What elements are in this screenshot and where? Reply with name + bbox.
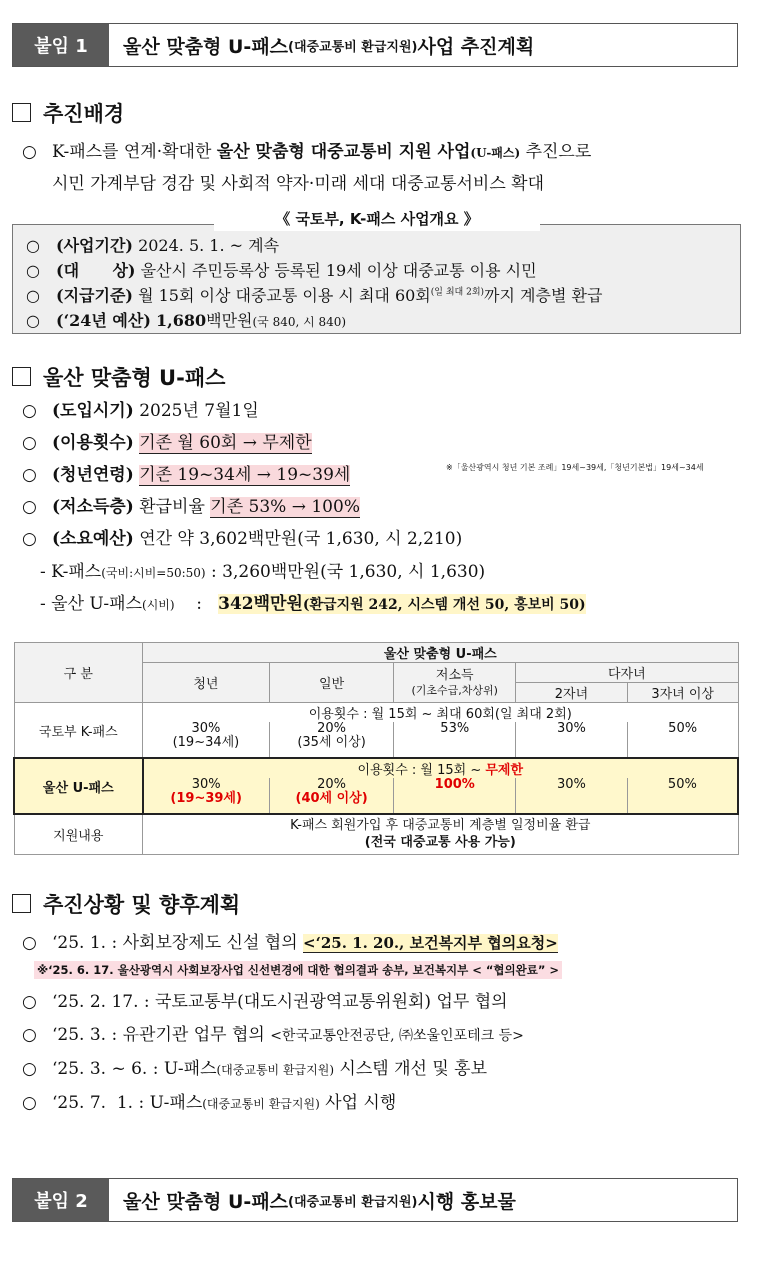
t: (시비) bbox=[142, 598, 175, 612]
attachment-tag: 붙임 1 bbox=[13, 24, 109, 66]
circle-bullet-icon: ○ bbox=[22, 933, 37, 953]
circle-bullet-icon: ○ bbox=[26, 261, 40, 280]
heading-text: 추진배경 bbox=[43, 102, 125, 126]
t: (전국 대중교통 사용 가능) bbox=[364, 835, 516, 851]
t: (사업기간) bbox=[56, 236, 133, 255]
t: - K-패스 bbox=[40, 562, 102, 582]
t: : bbox=[174, 594, 219, 614]
circle-bullet-icon: ○ bbox=[22, 465, 37, 485]
t: (저소득층) bbox=[52, 497, 134, 517]
row-name-support: 지원내용 bbox=[14, 814, 143, 854]
upass-youth-age bbox=[22, 460, 350, 485]
checkbox-square-icon bbox=[12, 103, 31, 122]
t: ‘25. 1. : bbox=[52, 933, 123, 953]
attachment-2-header bbox=[12, 1178, 738, 1222]
progress-item-4 bbox=[22, 1054, 487, 1079]
attachment-title bbox=[109, 1179, 737, 1221]
circle-bullet-icon: ○ bbox=[22, 992, 37, 1012]
t: (대 상) bbox=[56, 261, 136, 280]
circle-bullet-icon: ○ bbox=[22, 401, 37, 421]
t: (국 840, 시 840) bbox=[252, 315, 347, 329]
t: 월 15회 이상 대중교통 이용 시 최대 60회 bbox=[138, 286, 431, 305]
kpass-2children: 30% bbox=[516, 722, 628, 758]
youth-age-note: ※「울산광역시 청년 기본 조례」19세~39세,「청년기본법」19세~34세 bbox=[446, 463, 704, 472]
t: 환급비율 bbox=[139, 497, 211, 517]
kpass-low-income: 53% bbox=[394, 722, 516, 758]
circle-bullet-icon: ○ bbox=[26, 286, 40, 305]
highlight: 기존 월 60회 → 무제한 bbox=[139, 433, 312, 453]
t: (환급지원 242, 시스템 개선 50, 홍보비 50) bbox=[302, 597, 586, 613]
t: 2024. 5. 1. ~ 계속 bbox=[138, 236, 280, 255]
t: 1,680 bbox=[156, 311, 207, 330]
progress-item-3 bbox=[22, 1020, 524, 1045]
heading-text: 추진상황 및 향후계획 bbox=[43, 893, 241, 917]
t: 2025년 7월1일 bbox=[139, 401, 259, 421]
t: 342백만원 bbox=[218, 594, 303, 614]
title-tail: 시행 홍보물 bbox=[417, 1190, 516, 1213]
overview-row-criteria bbox=[26, 283, 602, 306]
t: 사회보장제도 신설 협의 bbox=[122, 933, 304, 953]
circle-bullet-icon: ○ bbox=[22, 142, 37, 162]
overview-row-budget bbox=[26, 308, 346, 331]
section-progress-heading bbox=[12, 889, 240, 919]
highlight: 기존 19~34세 → 19~39세 bbox=[139, 465, 351, 485]
budget-kpass bbox=[40, 557, 485, 582]
attachment-tag: 붙임 2 bbox=[13, 1179, 109, 1221]
t: 백만원 bbox=[206, 311, 253, 330]
t: (도입시기) bbox=[52, 401, 134, 421]
attachment-title bbox=[109, 24, 737, 66]
t: ‘25. 3. : 유관기관 업무 협의 bbox=[52, 1025, 271, 1045]
t: 저소득 bbox=[435, 667, 474, 683]
upass-budget bbox=[22, 524, 462, 549]
upass-2children: 30% bbox=[516, 778, 628, 814]
t: (기초수급,차상위) bbox=[411, 683, 498, 697]
circle-bullet-icon: ○ bbox=[22, 529, 37, 549]
kpass-general bbox=[269, 722, 394, 758]
checkbox-square-icon bbox=[12, 894, 31, 913]
t: (35세 이상) bbox=[297, 735, 366, 750]
budget-upass bbox=[40, 589, 586, 614]
col-header-upass: 울산 맞춤형 U-패스 bbox=[143, 643, 738, 663]
t: : 3,260백만원(국 1,630, 시 1,630) bbox=[205, 562, 486, 582]
t: (40세 이상) bbox=[295, 791, 368, 806]
progress-note: ※‘25. 6. 17. 울산광역시 사회보장사업 신선변경에 대한 협의결과 송부, 보건복지부 < “협의완료” > bbox=[34, 961, 562, 979]
progress-item-1 bbox=[22, 928, 558, 953]
highlight: 기존 53% → 100% bbox=[210, 497, 360, 517]
circle-bullet-icon: ○ bbox=[22, 497, 37, 517]
t: - 울산 U-패스 bbox=[40, 594, 143, 614]
t: (대중교통비 환급지원) bbox=[202, 1097, 320, 1111]
background-line-2: 시민 가계부담 경감 및 사회적 약자·미래 세대 대중교통서비스 확대 bbox=[52, 174, 545, 194]
t: 시스템 개선 및 홍보 bbox=[334, 1059, 488, 1079]
title-main: 울산 맞춤형 U-패스 bbox=[123, 1190, 289, 1213]
t: <한국교통안전공단, ㈜쏘울인포테크 등> bbox=[270, 1028, 524, 1044]
t: (19~39세) bbox=[170, 791, 242, 806]
t: (U-패스) bbox=[470, 146, 521, 160]
section-upass-heading bbox=[12, 362, 225, 392]
t: 울산시 주민등록상 등록된 19세 이상 대중교통 이용 시민 bbox=[140, 261, 537, 280]
col-header-low-income bbox=[394, 663, 516, 703]
col-header-youth: 청년 bbox=[143, 663, 270, 703]
t: (19~34세) bbox=[172, 735, 240, 750]
overview-row-period bbox=[26, 233, 279, 256]
col-header-multichild: 다자녀 bbox=[516, 663, 738, 683]
t: 이용횟수 : 월 15회 ~ bbox=[357, 763, 486, 778]
t: ‘25. 2. 17. : 국토교통부(대도시권광역교통위원회) 업무 협의 bbox=[52, 992, 508, 1012]
circle-bullet-icon: ○ bbox=[26, 236, 40, 255]
t: (국비:시비=50:50) bbox=[101, 566, 206, 580]
progress-item-2 bbox=[22, 987, 508, 1012]
circle-bullet-icon: ○ bbox=[26, 311, 40, 330]
title-sub: (대중교통비 환급지원) bbox=[288, 1194, 418, 1210]
circle-bullet-icon: ○ bbox=[22, 1025, 37, 1045]
t: (대중교통비 환급지원) bbox=[216, 1063, 335, 1077]
upass-low-income bbox=[22, 492, 360, 517]
support-content bbox=[143, 814, 738, 854]
heading-text: 울산 맞춤형 U-패스 bbox=[43, 366, 226, 390]
row-name-upass: 울산 U-패스 bbox=[14, 758, 143, 814]
t: ‘25. 3. ~ 6. : U-패스 bbox=[52, 1059, 217, 1079]
t: (이용횟수) bbox=[52, 433, 134, 453]
row-name-kpass: 국토부 K-패스 bbox=[14, 703, 143, 759]
t: 연간 약 3,602백만원(국 1,630, 시 2,210) bbox=[139, 529, 463, 549]
t: 무제한 bbox=[485, 763, 524, 778]
t: ‘25. 7. 1. : U-패스 bbox=[52, 1093, 203, 1113]
upass-low-income: 100% bbox=[394, 778, 516, 814]
circle-bullet-icon: ○ bbox=[22, 433, 37, 453]
title-main: 울산 맞춤형 U-패스 bbox=[123, 35, 289, 58]
t: (일 최대 2회) bbox=[430, 287, 485, 298]
t: 30% bbox=[191, 777, 221, 792]
progress-item-5 bbox=[22, 1088, 396, 1113]
attachment-1-header bbox=[12, 23, 738, 67]
overview-row-target bbox=[26, 258, 537, 281]
upass-usage-count bbox=[22, 428, 312, 453]
t: 30% bbox=[191, 721, 221, 736]
circle-bullet-icon: ○ bbox=[22, 1059, 37, 1079]
kpass-3children: 50% bbox=[627, 722, 738, 758]
title-sub: (대중교통비 환급지원) bbox=[288, 39, 418, 55]
t: 20% bbox=[317, 777, 347, 792]
upass-comparison-table bbox=[13, 642, 739, 855]
checkbox-square-icon bbox=[12, 367, 31, 386]
kpass-usage-count: 이용횟수 : 월 15회 ~ 최대 60회(일 최대 2회) bbox=[143, 703, 738, 723]
title-tail: 사업 추진계획 bbox=[417, 35, 535, 58]
section-background-heading bbox=[12, 98, 124, 128]
upass-general bbox=[269, 778, 394, 814]
col-header-2children: 2자녀 bbox=[516, 683, 628, 703]
highlight: <‘25. 1. 20., 보건복지부 협의요청> bbox=[303, 934, 558, 952]
t: (지급기준) bbox=[56, 286, 133, 305]
kpass-youth bbox=[143, 722, 270, 758]
upass-intro-date bbox=[22, 396, 259, 421]
upass-youth bbox=[143, 778, 270, 814]
t: 울산 맞춤형 대중교통비 지원 사업 bbox=[216, 142, 471, 162]
col-header-3children: 3자녀 이상 bbox=[627, 683, 738, 703]
t: K-패스를 연계·확대한 bbox=[52, 142, 217, 162]
t: (‘24년 예산) bbox=[56, 311, 151, 330]
t: 까지 계층별 환급 bbox=[484, 286, 603, 305]
t: 사업 시행 bbox=[319, 1093, 397, 1113]
t: (청년연령) bbox=[52, 465, 134, 485]
background-line-1 bbox=[22, 137, 591, 162]
upass-3children: 50% bbox=[627, 778, 738, 814]
col-header-category: 구 분 bbox=[14, 643, 143, 703]
overview-box-title: 《 국토부, K-패스 사업개요 》 bbox=[214, 207, 540, 231]
t: 추진으로 bbox=[520, 142, 592, 162]
upass-usage-count bbox=[143, 758, 738, 778]
t: (소요예산) bbox=[52, 529, 134, 549]
circle-bullet-icon: ○ bbox=[22, 1093, 37, 1113]
t: K-패스 회원가입 후 대중교통비 계층별 일정비율 환급 bbox=[290, 818, 591, 834]
t: 20% bbox=[317, 721, 347, 736]
col-header-general: 일반 bbox=[269, 663, 394, 703]
